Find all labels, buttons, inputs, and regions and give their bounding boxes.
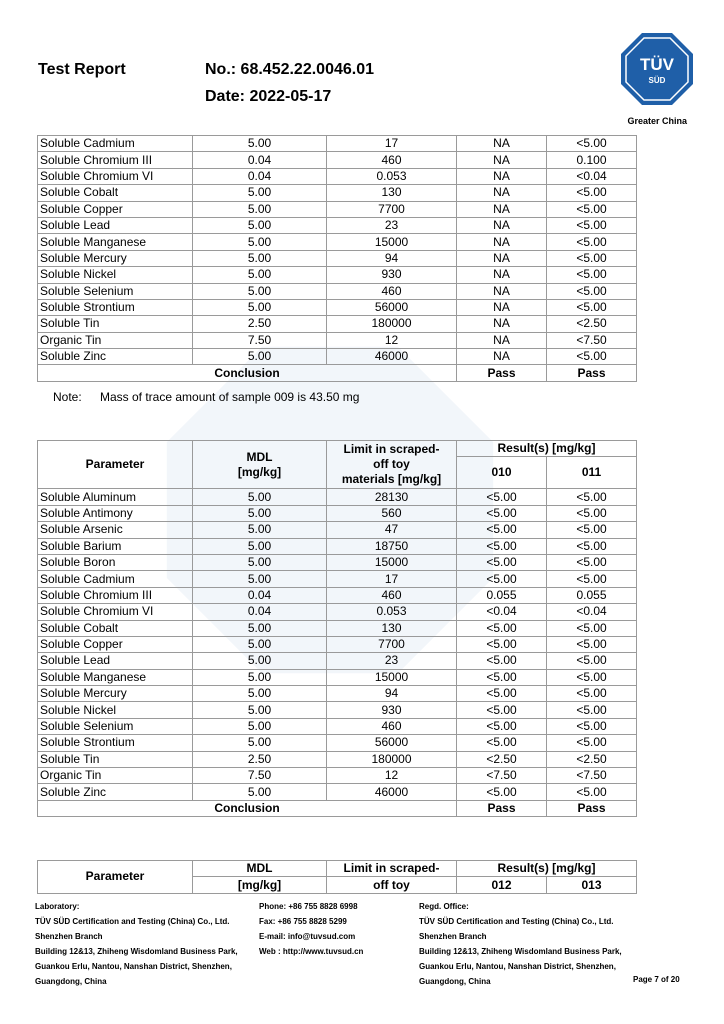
cell-result-1: <5.00 bbox=[457, 702, 547, 718]
cell-result-2: <5.00 bbox=[547, 636, 637, 652]
note-text: Mass of trace amount of sample 009 is 43.50 mg bbox=[100, 390, 360, 404]
cell-result-1: <5.00 bbox=[457, 636, 547, 652]
cell-parameter: Soluble Copper bbox=[38, 201, 193, 217]
cell-parameter: Soluble Nickel bbox=[38, 702, 193, 718]
cell-mdl: 5.00 bbox=[193, 636, 327, 652]
table-row bbox=[38, 299, 637, 315]
footer-office-line: Shenzhen Branch bbox=[419, 932, 487, 941]
cell-parameter: Soluble Cobalt bbox=[38, 620, 193, 636]
cell-result-2: <0.04 bbox=[547, 168, 637, 184]
cell-limit: 12 bbox=[327, 768, 457, 784]
cell-result-1: NA bbox=[457, 349, 547, 365]
table-row bbox=[38, 538, 637, 554]
cell-parameter: Organic Tin bbox=[38, 332, 193, 348]
cell-mdl: 5.00 bbox=[193, 718, 327, 734]
cell-parameter: Organic Tin bbox=[38, 768, 193, 784]
cell-limit: 12 bbox=[327, 332, 457, 348]
cell-mdl: 5.00 bbox=[193, 571, 327, 587]
cell-result-1: <2.50 bbox=[457, 751, 547, 767]
results-table-010-011 bbox=[37, 440, 637, 817]
header-limit bbox=[327, 441, 457, 489]
table-row bbox=[38, 185, 637, 201]
cell-parameter: Soluble Manganese bbox=[38, 669, 193, 685]
t3-header-limit-line1: Limit in scraped- bbox=[327, 861, 457, 877]
cell-parameter: Soluble Strontium bbox=[38, 299, 193, 315]
cell-limit: 94 bbox=[327, 686, 457, 702]
cell-mdl: 5.00 bbox=[193, 250, 327, 266]
cell-result-1: NA bbox=[457, 217, 547, 233]
cell-result-1: <5.00 bbox=[457, 538, 547, 554]
cell-result-2: <5.00 bbox=[547, 234, 637, 250]
table-row bbox=[38, 554, 637, 570]
table-row bbox=[38, 571, 637, 587]
cell-limit: 7700 bbox=[327, 201, 457, 217]
footer-office-line: TÜV SÜD Certification and Testing (China) Co., Ltd. bbox=[419, 917, 614, 926]
region-label: Greater China bbox=[627, 116, 687, 126]
cell-mdl: 5.00 bbox=[193, 201, 327, 217]
table-row bbox=[38, 250, 637, 266]
cell-result-2: <5.00 bbox=[547, 669, 637, 685]
cell-result-2: <5.00 bbox=[547, 554, 637, 570]
footer-registered-office bbox=[419, 899, 622, 989]
footer-office-line: Regd. Office: bbox=[419, 902, 469, 911]
cell-result-2: <5.00 bbox=[547, 136, 637, 152]
cell-result-2: <5.00 bbox=[547, 538, 637, 554]
cell-limit: 460 bbox=[327, 152, 457, 168]
conclusion-row bbox=[38, 365, 637, 381]
table-row bbox=[38, 201, 637, 217]
cell-limit: 180000 bbox=[327, 316, 457, 332]
cell-limit: 18750 bbox=[327, 538, 457, 554]
cell-limit: 15000 bbox=[327, 554, 457, 570]
cell-result-2: <5.00 bbox=[547, 784, 637, 800]
cell-result-1: NA bbox=[457, 136, 547, 152]
cell-limit: 130 bbox=[327, 185, 457, 201]
header-sample-011: 011 bbox=[547, 457, 637, 489]
t3-header-mdl: MDL bbox=[193, 861, 327, 877]
cell-result-2: <5.00 bbox=[547, 735, 637, 751]
table-row bbox=[38, 267, 637, 283]
cell-result-2: <5.00 bbox=[547, 702, 637, 718]
cell-parameter: Soluble Zinc bbox=[38, 784, 193, 800]
report-number: No.: 68.452.22.0046.01 bbox=[205, 61, 375, 78]
cell-parameter: Soluble Tin bbox=[38, 751, 193, 767]
footer-lab-line: Guangdong, China bbox=[35, 977, 107, 986]
footer-office-line: Building 12&13, Zhiheng Wisdomland Business Park, bbox=[419, 947, 622, 956]
cell-mdl: 5.00 bbox=[193, 283, 327, 299]
cell-mdl: 7.50 bbox=[193, 768, 327, 784]
cell-result-2: <5.00 bbox=[547, 217, 637, 233]
cell-result-1: NA bbox=[457, 283, 547, 299]
cell-limit: 17 bbox=[327, 571, 457, 587]
cell-parameter: Soluble Chromium III bbox=[38, 152, 193, 168]
cell-result-1: NA bbox=[457, 267, 547, 283]
t3-header-limit-line2: off toy bbox=[327, 877, 457, 893]
cell-result-2: <5.00 bbox=[547, 718, 637, 734]
header-mdl-label: MDL bbox=[246, 449, 273, 464]
cell-parameter: Soluble Aluminum bbox=[38, 489, 193, 505]
cell-result-2: <5.00 bbox=[547, 620, 637, 636]
cell-result-1: <5.00 bbox=[457, 735, 547, 751]
table-row bbox=[38, 751, 637, 767]
cell-limit: 180000 bbox=[327, 751, 457, 767]
cell-parameter: Soluble Mercury bbox=[38, 686, 193, 702]
cell-result-1: NA bbox=[457, 332, 547, 348]
cell-result-1: NA bbox=[457, 250, 547, 266]
cell-limit: 130 bbox=[327, 620, 457, 636]
cell-parameter: Soluble Strontium bbox=[38, 735, 193, 751]
cell-result-2: <5.00 bbox=[547, 299, 637, 315]
cell-mdl: 5.00 bbox=[193, 735, 327, 751]
cell-limit: 47 bbox=[327, 522, 457, 538]
cell-result-1: <5.00 bbox=[457, 784, 547, 800]
t3-header-sample-012: 012 bbox=[457, 877, 547, 893]
cell-limit: 930 bbox=[327, 267, 457, 283]
cell-parameter: Soluble Chromium VI bbox=[38, 604, 193, 620]
table-row bbox=[38, 168, 637, 184]
results-table-continued bbox=[37, 135, 637, 382]
footer-contact bbox=[259, 899, 363, 959]
cell-result-1: NA bbox=[457, 299, 547, 315]
cell-mdl: 5.00 bbox=[193, 538, 327, 554]
cell-parameter: Soluble Chromium VI bbox=[38, 168, 193, 184]
table-row bbox=[38, 332, 637, 348]
header-results: Result(s) [mg/kg] bbox=[457, 441, 637, 457]
cell-mdl: 2.50 bbox=[193, 751, 327, 767]
cell-parameter: Soluble Tin bbox=[38, 316, 193, 332]
cell-result-1: <5.00 bbox=[457, 571, 547, 587]
cell-limit: 56000 bbox=[327, 299, 457, 315]
table-row bbox=[38, 217, 637, 233]
table-row bbox=[38, 718, 637, 734]
table-row bbox=[38, 587, 637, 603]
cell-parameter: Soluble Cadmium bbox=[38, 136, 193, 152]
cell-limit: 15000 bbox=[327, 669, 457, 685]
table-row bbox=[38, 604, 637, 620]
cell-result-1: <5.00 bbox=[457, 554, 547, 570]
cell-parameter: Soluble Chromium III bbox=[38, 587, 193, 603]
cell-result-1: NA bbox=[457, 316, 547, 332]
cell-limit: 46000 bbox=[327, 784, 457, 800]
cell-result-2: 0.055 bbox=[547, 587, 637, 603]
cell-limit: 28130 bbox=[327, 489, 457, 505]
cell-limit: 94 bbox=[327, 250, 457, 266]
table-row bbox=[38, 768, 637, 784]
cell-parameter: Soluble Selenium bbox=[38, 718, 193, 734]
report-title: Test Report bbox=[38, 61, 126, 78]
footer-lab-line: Building 12&13, Zhiheng Wisdomland Business Park, bbox=[35, 947, 238, 956]
cell-parameter: Soluble Selenium bbox=[38, 283, 193, 299]
cell-result-1: NA bbox=[457, 201, 547, 217]
footer-lab-line: Shenzhen Branch bbox=[35, 932, 103, 941]
tuv-sud-logo bbox=[620, 32, 694, 106]
conclusion-label: Conclusion bbox=[38, 800, 457, 816]
cell-mdl: 5.00 bbox=[193, 217, 327, 233]
logo-text: TÜV bbox=[640, 55, 674, 74]
cell-mdl: 5.00 bbox=[193, 505, 327, 521]
cell-result-1: <5.00 bbox=[457, 669, 547, 685]
cell-result-2: <5.00 bbox=[547, 283, 637, 299]
cell-result-2: <5.00 bbox=[547, 686, 637, 702]
cell-mdl: 5.00 bbox=[193, 653, 327, 669]
table-row bbox=[38, 735, 637, 751]
cell-result-2: <5.00 bbox=[547, 505, 637, 521]
logo-subtext: SÜD bbox=[648, 76, 666, 85]
table-row bbox=[38, 686, 637, 702]
cell-result-1: NA bbox=[457, 168, 547, 184]
cell-limit: 0.053 bbox=[327, 168, 457, 184]
table-row bbox=[38, 234, 637, 250]
cell-mdl: 5.00 bbox=[193, 784, 327, 800]
footer-laboratory bbox=[35, 899, 238, 989]
footer-contact-line: Fax: +86 755 8828 5299 bbox=[259, 917, 347, 926]
conclusion-result-1: Pass bbox=[457, 365, 547, 381]
cell-limit: 46000 bbox=[327, 349, 457, 365]
t3-header-parameter: Parameter bbox=[38, 861, 193, 894]
cell-result-1: NA bbox=[457, 152, 547, 168]
cell-result-2: <0.04 bbox=[547, 604, 637, 620]
cell-mdl: 0.04 bbox=[193, 168, 327, 184]
cell-mdl: 0.04 bbox=[193, 604, 327, 620]
cell-limit: 0.053 bbox=[327, 604, 457, 620]
cell-limit: 460 bbox=[327, 283, 457, 299]
header-mdl bbox=[193, 441, 327, 489]
cell-limit: 560 bbox=[327, 505, 457, 521]
cell-mdl: 5.00 bbox=[193, 299, 327, 315]
header-limit-line1: Limit in scraped- bbox=[343, 442, 440, 457]
cell-result-2: <5.00 bbox=[547, 349, 637, 365]
results-table-012-013 bbox=[37, 860, 637, 894]
cell-result-2: <5.00 bbox=[547, 489, 637, 505]
cell-mdl: 0.04 bbox=[193, 152, 327, 168]
cell-parameter: Soluble Copper bbox=[38, 636, 193, 652]
cell-mdl: 5.00 bbox=[193, 185, 327, 201]
cell-result-1: NA bbox=[457, 185, 547, 201]
cell-limit: 15000 bbox=[327, 234, 457, 250]
cell-result-2: <7.50 bbox=[547, 768, 637, 784]
cell-mdl: 5.00 bbox=[193, 669, 327, 685]
t3-header-sample-013: 013 bbox=[547, 877, 637, 893]
cell-result-2: <5.00 bbox=[547, 653, 637, 669]
cell-result-1: <5.00 bbox=[457, 718, 547, 734]
footer-office-line: Guankou Erlu, Nantou, Nanshan District, Shenzhen, bbox=[419, 962, 616, 971]
table-row bbox=[38, 489, 637, 505]
cell-result-2: <2.50 bbox=[547, 316, 637, 332]
cell-parameter: Soluble Mercury bbox=[38, 250, 193, 266]
table-row bbox=[38, 653, 637, 669]
footer-lab-line: Guankou Erlu, Nantou, Nanshan District, Shenzhen, bbox=[35, 962, 232, 971]
cell-result-1: 0.055 bbox=[457, 587, 547, 603]
cell-limit: 23 bbox=[327, 217, 457, 233]
cell-result-2: <5.00 bbox=[547, 250, 637, 266]
cell-limit: 7700 bbox=[327, 636, 457, 652]
note-label: Note: bbox=[53, 390, 82, 404]
footer-contact-line: Phone: +86 755 8828 6998 bbox=[259, 902, 358, 911]
cell-mdl: 0.04 bbox=[193, 587, 327, 603]
header-parameter: Parameter bbox=[38, 441, 193, 489]
conclusion-result-1: Pass bbox=[457, 800, 547, 816]
cell-parameter: Soluble Zinc bbox=[38, 349, 193, 365]
cell-mdl: 5.00 bbox=[193, 702, 327, 718]
page-number: Page 7 of 20 bbox=[633, 975, 680, 984]
cell-mdl: 5.00 bbox=[193, 349, 327, 365]
cell-limit: 460 bbox=[327, 587, 457, 603]
cell-parameter: Soluble Boron bbox=[38, 554, 193, 570]
cell-result-1: <5.00 bbox=[457, 522, 547, 538]
report-date: Date: 2022-05-17 bbox=[205, 88, 332, 105]
cell-mdl: 2.50 bbox=[193, 316, 327, 332]
footer-lab-line: Laboratory: bbox=[35, 902, 80, 911]
table-row bbox=[38, 522, 637, 538]
cell-result-2: <5.00 bbox=[547, 571, 637, 587]
cell-limit: 460 bbox=[327, 718, 457, 734]
table-row bbox=[38, 784, 637, 800]
cell-parameter: Soluble Cadmium bbox=[38, 571, 193, 587]
footer-email[interactable]: E-mail: info@tuvsud.com bbox=[259, 932, 356, 941]
table-row bbox=[38, 152, 637, 168]
t3-header-mdl-unit: [mg/kg] bbox=[193, 877, 327, 893]
cell-mdl: 5.00 bbox=[193, 489, 327, 505]
table-row bbox=[38, 669, 637, 685]
header-mdl-unit: [mg/kg] bbox=[237, 464, 282, 479]
header-sample-010: 010 bbox=[457, 457, 547, 489]
cell-limit: 56000 bbox=[327, 735, 457, 751]
cell-result-1: NA bbox=[457, 234, 547, 250]
cell-mdl: 5.00 bbox=[193, 686, 327, 702]
table-row bbox=[38, 349, 637, 365]
cell-result-2: <5.00 bbox=[547, 185, 637, 201]
header-limit-line2: off toy bbox=[373, 457, 410, 472]
cell-result-2: <2.50 bbox=[547, 751, 637, 767]
table-row bbox=[38, 636, 637, 652]
cell-result-1: <5.00 bbox=[457, 505, 547, 521]
cell-mdl: 5.00 bbox=[193, 620, 327, 636]
table-row bbox=[38, 505, 637, 521]
table-row bbox=[38, 283, 637, 299]
table-row bbox=[38, 316, 637, 332]
cell-parameter: Soluble Lead bbox=[38, 653, 193, 669]
footer-website[interactable]: Web : http://www.tuvsud.cn bbox=[259, 947, 364, 956]
cell-result-1: <0.04 bbox=[457, 604, 547, 620]
cell-result-1: <5.00 bbox=[457, 489, 547, 505]
conclusion-result-2: Pass bbox=[547, 800, 637, 816]
conclusion-label: Conclusion bbox=[38, 365, 457, 381]
t3-header-results: Result(s) [mg/kg] bbox=[457, 861, 637, 877]
cell-mdl: 7.50 bbox=[193, 332, 327, 348]
cell-mdl: 5.00 bbox=[193, 136, 327, 152]
cell-result-2: <5.00 bbox=[547, 522, 637, 538]
conclusion-row bbox=[38, 800, 637, 816]
footer-lab-line: TÜV SÜD Certification and Testing (China) Co., Ltd. bbox=[35, 917, 230, 926]
cell-parameter: Soluble Nickel bbox=[38, 267, 193, 283]
cell-parameter: Soluble Lead bbox=[38, 217, 193, 233]
cell-mdl: 5.00 bbox=[193, 267, 327, 283]
cell-result-2: <7.50 bbox=[547, 332, 637, 348]
cell-result-2: 0.100 bbox=[547, 152, 637, 168]
cell-result-2: <5.00 bbox=[547, 267, 637, 283]
cell-result-2: <5.00 bbox=[547, 201, 637, 217]
cell-parameter: Soluble Cobalt bbox=[38, 185, 193, 201]
cell-mdl: 5.00 bbox=[193, 554, 327, 570]
cell-parameter: Soluble Arsenic bbox=[38, 522, 193, 538]
header-limit-line3: materials [mg/kg] bbox=[341, 472, 442, 487]
cell-mdl: 5.00 bbox=[193, 234, 327, 250]
table-row bbox=[38, 620, 637, 636]
cell-limit: 17 bbox=[327, 136, 457, 152]
cell-result-1: <7.50 bbox=[457, 768, 547, 784]
cell-limit: 930 bbox=[327, 702, 457, 718]
cell-result-1: <5.00 bbox=[457, 686, 547, 702]
footer-office-line: Guangdong, China bbox=[419, 977, 491, 986]
cell-result-1: <5.00 bbox=[457, 653, 547, 669]
cell-mdl: 5.00 bbox=[193, 522, 327, 538]
cell-parameter: Soluble Barium bbox=[38, 538, 193, 554]
table-row bbox=[38, 136, 637, 152]
conclusion-result-2: Pass bbox=[547, 365, 637, 381]
cell-result-1: <5.00 bbox=[457, 620, 547, 636]
cell-limit: 23 bbox=[327, 653, 457, 669]
table-row bbox=[38, 702, 637, 718]
cell-parameter: Soluble Manganese bbox=[38, 234, 193, 250]
cell-parameter: Soluble Antimony bbox=[38, 505, 193, 521]
